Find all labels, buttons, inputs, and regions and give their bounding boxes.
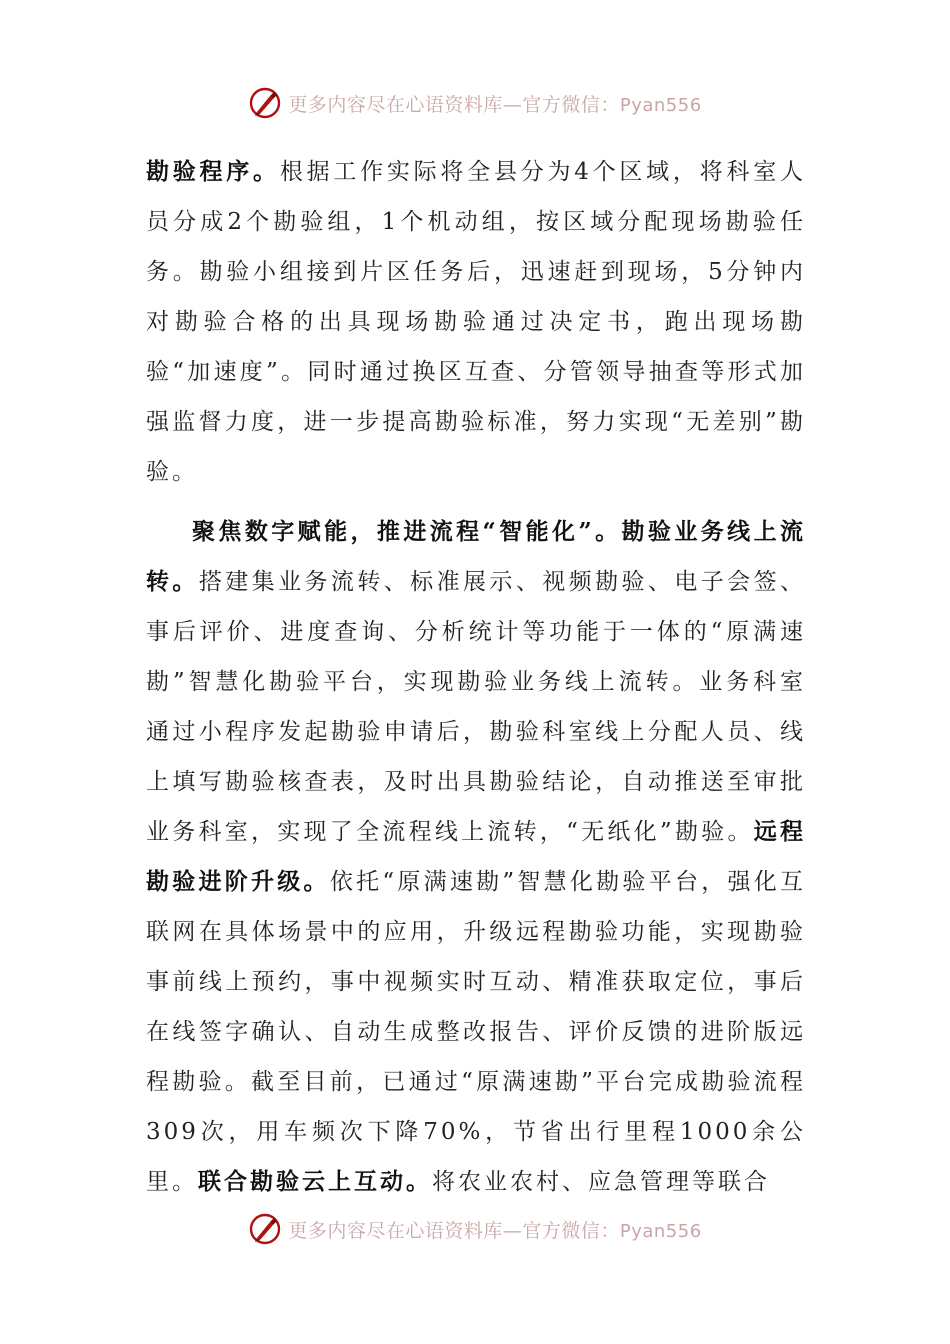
paragraph-2 [146, 507, 806, 1207]
pen-logo-icon [248, 1212, 282, 1246]
footer-watermark-banner [0, 1209, 950, 1249]
subsection-1-title: 勘验业务线上流转。 [146, 518, 807, 595]
section-heading: 聚焦数字赋能，推进流程“智能化”。 [192, 518, 622, 545]
header-watermark-banner [0, 83, 950, 123]
pen-logo-icon [248, 86, 282, 120]
banner-text: 更多内容尽在心语资料库—官方微信： [288, 93, 620, 116]
subsection-3-text: 将农业农村、应急管理等联合 [432, 1169, 770, 1195]
subsection-2-text: 依托“原满速勘”智慧化勘验平台，强化互联网在具体场景中的应用，升级远程勘验功能，实现勘验事前线上预约，事中视频实时互动、精准获取定位，事后在线签字确认、自动生成整改报告、评价反馈的进阶版远程勘验。截至目前，已通过“原满速勘”平台完成勘验流程309次，用车频次下降70%，节省出行里程1000余公里。 [146, 869, 806, 1195]
paragraph-1 [146, 147, 806, 497]
subsection-3-title: 联合勘验云上互动。 [198, 1168, 432, 1195]
banner-wechat-id: Pyan556 [619, 1220, 702, 1242]
document-body [146, 147, 806, 1207]
banner-text: 更多内容尽在心语资料库—官方微信： [288, 1219, 620, 1242]
paragraph-1-text: 根据工作实际将全县分为4个区域，将科室人员分成2个勘验组，1个机动组，按区域分配现场勘验任务。勘验小组接到片区任务后，迅速赶到现场，5分钟内对勘验合格的出具现场勘验通过决定书，跑出现场勘验“加速度”。同时通过换区互查、分管领导抽查等形式加强监督力度，进一步提高勘验标准，努力实现“无差别”勘验。 [146, 159, 806, 485]
banner-wechat-id: Pyan556 [619, 94, 702, 116]
paragraph-1-bold-lead: 勘验程序。 [146, 158, 280, 185]
subsection-1-text: 搭建集业务流转、标准展示、视频勘验、电子会签、事后评价、进度查询、分析统计等功能于一体的“原满速勘”智慧化勘验平台，实现勘验业务线上流转。业务科室通过小程序发起勘验申请后，勘验科室线上分配人员、线上填写勘验核查表，及时出具勘验结论，自动推送至审批业务科室，实现了全流程线上流转，“无纸化”勘验。 [146, 569, 807, 845]
subsection-2-title: 远程勘验进阶升级。 [146, 818, 806, 895]
